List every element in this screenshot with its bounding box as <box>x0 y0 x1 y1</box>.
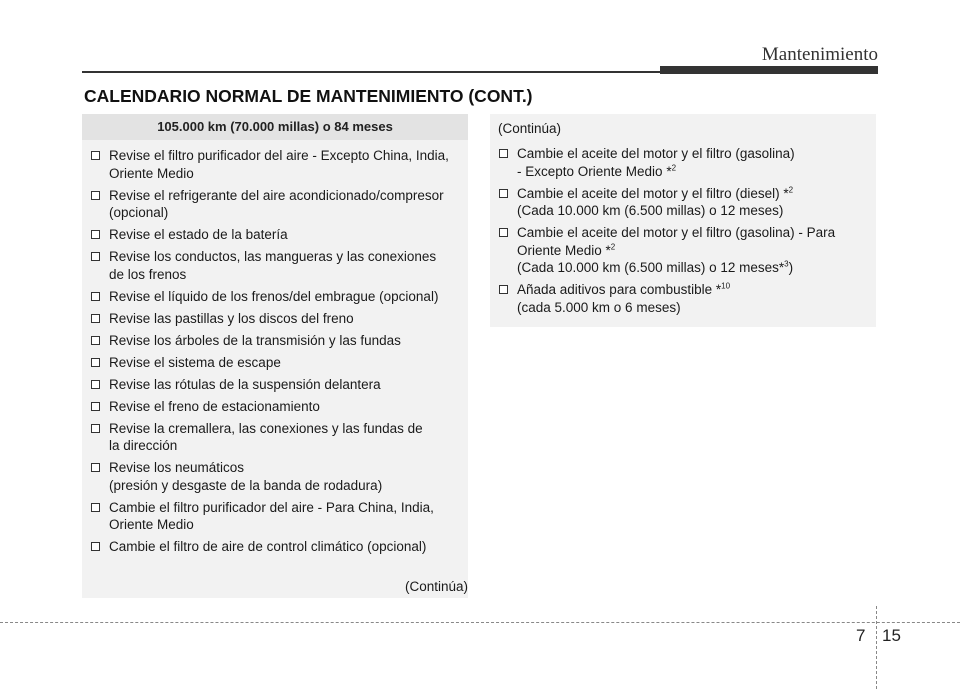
checkbox-icon <box>91 151 100 160</box>
list-item <box>90 538 460 556</box>
footnote-ref: 2 <box>788 185 794 194</box>
list-item <box>90 248 460 283</box>
continued-note: (Continúa) <box>498 121 562 136</box>
checkbox-icon <box>91 191 100 200</box>
list-item <box>90 459 460 494</box>
list-item <box>90 310 460 328</box>
checkbox-icon <box>499 285 508 294</box>
checkbox-icon <box>91 424 100 433</box>
list-item <box>498 185 868 220</box>
list-item <box>498 145 868 180</box>
item-text: Revise las rótulas de la suspensión delantera <box>109 376 381 392</box>
header-bar <box>660 66 878 74</box>
item-line: (Cada 10.000 km (6.500 millas) o 12 meses* <box>517 260 785 275</box>
item-text: Revise el refrigerante del aire acondicionado/compresor (opcional) <box>109 187 444 220</box>
item-text: Revise los neumáticos (presión y desgaste de la banda de rodadura) <box>109 460 383 493</box>
checkbox-icon <box>91 380 100 389</box>
checkbox-icon <box>91 503 100 512</box>
header-rule <box>82 71 660 73</box>
checkbox-icon <box>91 314 100 323</box>
item-text: Revise los árboles de la transmisión y las fundas <box>109 332 401 348</box>
item-text: Revise el líquido de los frenos/del embrague (opcional) <box>109 288 439 304</box>
list-item <box>90 226 460 244</box>
chapter-header-title: Mantenimiento <box>761 44 878 65</box>
item-text: Revise el sistema de escape <box>109 354 281 370</box>
page-number: 15 <box>882 626 901 645</box>
continued-note: (Continúa) <box>404 579 468 594</box>
list-item <box>90 332 460 350</box>
item-text: Revise las pastillas y los discos del freno <box>109 310 354 326</box>
checkbox-icon <box>91 402 100 411</box>
list-item <box>498 224 868 277</box>
list-item <box>90 354 460 372</box>
item-line: Añada aditivos para combustible * <box>517 282 722 297</box>
list-item <box>90 420 460 455</box>
checkbox-icon <box>499 228 508 237</box>
interval-heading: 105.000 km (70.000 millas) o 84 meses <box>82 114 468 140</box>
checkbox-icon <box>499 189 508 198</box>
maintenance-panel-left <box>82 114 468 598</box>
footnote-ref: 3 <box>784 259 789 269</box>
item-text: Cambie el filtro de aire de control climático (opcional) <box>109 539 427 554</box>
item-line: Cambie el aceite del motor y el filtro (gasolina) - Para <box>517 225 836 240</box>
checkbox-icon <box>91 358 100 367</box>
item-text: Revise el estado de la batería <box>109 227 288 242</box>
footnote-ref: 2 <box>671 163 677 172</box>
chapter-number: 7 <box>856 626 866 645</box>
item-text: Revise el freno de estacionamiento <box>109 398 320 414</box>
checkbox-icon <box>499 149 508 158</box>
item-line: (cada 5.000 km o 6 meses) <box>517 299 681 315</box>
checkbox-icon <box>91 292 100 301</box>
footer-rule <box>0 622 960 623</box>
section-title: CALENDARIO NORMAL DE MANTENIMIENTO (CONT.) <box>84 86 533 106</box>
list-item <box>498 281 868 316</box>
footnote-ref: 2 <box>610 242 616 251</box>
item-line: Oriente Medio * <box>517 242 611 258</box>
list-item <box>90 376 460 394</box>
checkbox-icon <box>91 252 100 261</box>
list-item <box>90 398 460 416</box>
item-line: (Cada 10.000 km (6.500 millas) o 12 meses) <box>517 203 784 218</box>
item-text: Revise los conductos, las mangueras y las conexiones de los frenos <box>109 249 437 282</box>
list-item <box>90 187 460 222</box>
checkbox-icon <box>91 542 100 551</box>
item-line: - Excepto Oriente Medio * <box>517 163 672 179</box>
item-line: Cambie el aceite del motor y el filtro (diesel) * <box>517 185 789 201</box>
footer-divider <box>876 606 877 689</box>
right-checklist <box>490 137 876 316</box>
footnote-ref: 10 <box>721 281 731 291</box>
list-item <box>90 499 460 534</box>
list-item <box>90 147 460 182</box>
item-text: Cambie el filtro purificador del aire - Para China, India, Oriente Medio <box>109 499 434 532</box>
list-item <box>90 288 460 306</box>
left-checklist <box>82 140 468 556</box>
item-line: ) <box>788 260 794 275</box>
item-text: Revise el filtro purificador del aire - Excepto China, India, Oriente Medio <box>109 148 449 181</box>
maintenance-panel-right <box>490 114 876 327</box>
checkbox-icon <box>91 230 100 239</box>
checkbox-icon <box>91 336 100 345</box>
checkbox-icon <box>91 463 100 472</box>
item-text: Revise la cremallera, las conexiones y las fundas de la dirección <box>109 420 423 453</box>
item-line: Cambie el aceite del motor y el filtro (gasolina) <box>517 146 795 161</box>
